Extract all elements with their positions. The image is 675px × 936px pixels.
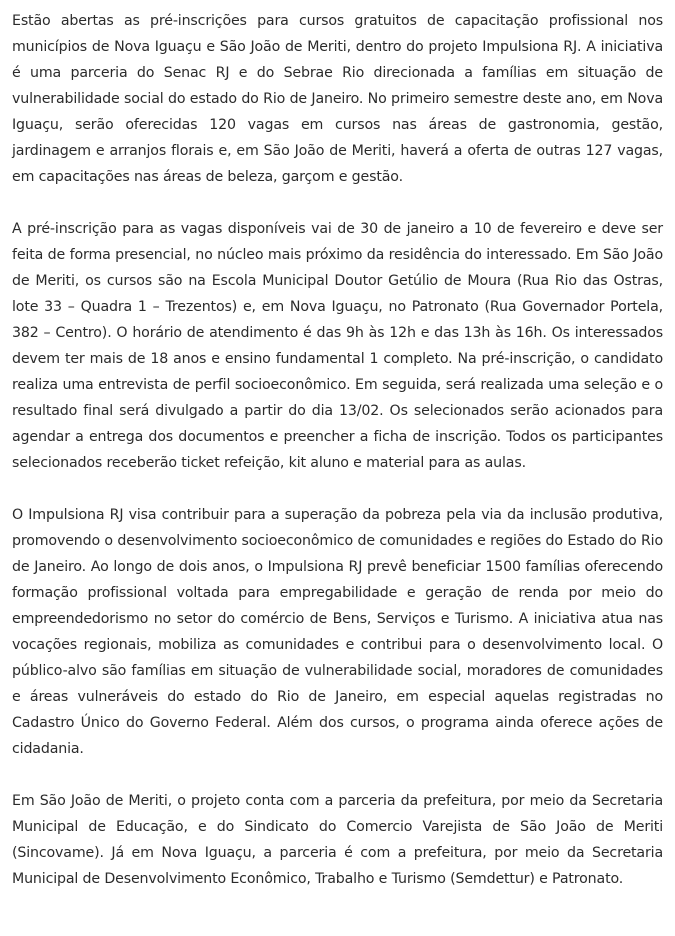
paragraph-pre-registration: A pré-inscrição para as vagas disponíveis vai de 30 de janeiro a 10 de fevereiro e deve ser feita de forma presencial, no núcleo mais próximo da residência do interessado. Em São João de Meriti, os cursos são na Escola Municipal Doutor Getúlio de Moura (Rua Rio das Ostras, lote 33 – Quadra 1 – Trezentos) e, em Nova Iguaçu, no Patronato (Rua Governador Portela, 382 – Centro). O horário de atendimento é das 9h às 12h e das 13h às 16h. Os interessados devem ter mais de 18 anos e ensino fundamental 1 completo. Na pré-inscrição, o candidato realiza uma entrevista de perfil socioeconômico. Em seguida, será realizada uma seleção e o resultado final será divulgado a partir do dia 13/02. Os selecionados serão acionados para agendar a entrega dos documentos e preencher a ficha de inscrição. Todos os participantes selecionados receberão ticket refeição, kit aluno e material para as aulas. — [12, 221, 663, 471]
paragraph-program-overview: O Impulsiona RJ visa contribuir para a superação da pobreza pela via da inclusão produtiva, promovendo o desenvolvimento socioeconômico de comunidades e regiões do Estado do Rio de Janeiro. Ao longo de dois anos, o Impulsiona RJ prevê beneficiar 1500 famílias oferecendo formação profissional voltada para empregabilidade e geração de renda por meio do empreendedorismo no setor do comércio de Bens, Serviços e Turismo. A iniciativa atua nas vocações regionais, mobiliza as comunidades e contribui para o desenvolvimento local. O público-alvo são famílias em situação de vulnerabilidade social, moradores de comunidades e áreas vulneráveis do estado do Rio de Janeiro, em especial aquelas registradas no Cadastro Único do Governo Federal. Além dos cursos, o programa ainda oferece ações de cidadania. — [12, 507, 663, 757]
paragraph-intro: Estão abertas as pré-inscrições para cursos gratuitos de capacitação profissional nos municípios de Nova Iguaçu e São João de Meriti, dentro do projeto Impulsiona RJ. A iniciativa é uma parceria do Senac RJ e do Sebrae Rio direcionada a famílias em situação de vulnerabilidade social do estado do Rio de Janeiro. No primeiro semestre deste ano, em Nova Iguaçu, serão oferecidas 120 vagas em cursos nas áreas de gastronomia, gestão, jardinagem e arranjos florais e, em São João de Meriti, haverá a oferta de outras 127 vagas, em capacitações nas áreas de beleza, garçom e gestão. — [12, 13, 663, 185]
paragraph-partnerships: Em São João de Meriti, o projeto conta com a parceria da prefeitura, por meio da Secretaria Municipal de Educação, e do Sindicato do Comercio Varejista de São João de Meriti (Sincovame). Já em Nova Iguaçu, a parceria é com a prefeitura, por meio da Secretaria Municipal de Desenvolvimento Econômico, Trabalho e Turismo (Semdettur) e Patronato. — [12, 793, 663, 887]
article-body — [12, 8, 663, 892]
